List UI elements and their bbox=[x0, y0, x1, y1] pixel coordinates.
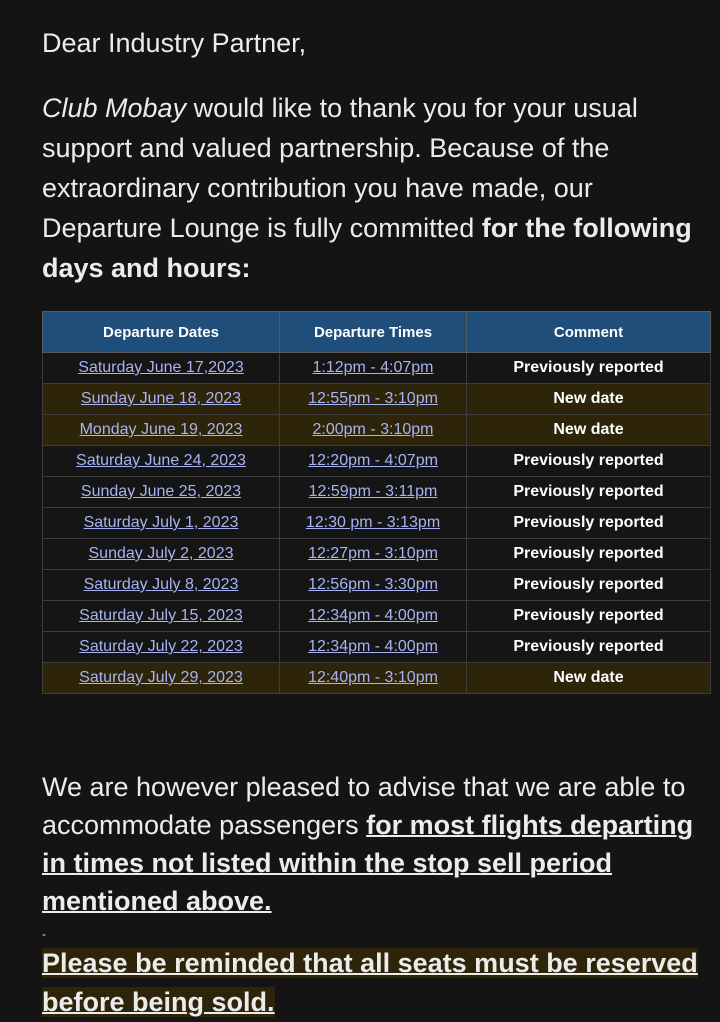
comment-cell: New date bbox=[467, 663, 711, 694]
comment-cell: Previously reported bbox=[467, 477, 711, 508]
time-cell bbox=[280, 663, 467, 694]
date-cell bbox=[43, 415, 280, 446]
date-cell bbox=[43, 477, 280, 508]
reminder-paragraph bbox=[42, 944, 702, 1022]
date-link[interactable]: Saturday June 17,2023 bbox=[78, 359, 244, 376]
date-link[interactable]: Saturday July 29, 2023 bbox=[79, 669, 243, 686]
date-link[interactable]: Monday June 19, 2023 bbox=[79, 421, 243, 438]
date-link[interactable]: Saturday June 24, 2023 bbox=[76, 452, 246, 469]
date-cell bbox=[43, 601, 280, 632]
date-link[interactable]: Saturday July 1, 2023 bbox=[83, 514, 239, 531]
table-row bbox=[43, 632, 711, 663]
date-cell bbox=[43, 508, 280, 539]
table-row bbox=[43, 663, 711, 694]
comment-cell: Previously reported bbox=[467, 446, 711, 477]
time-link[interactable]: 1:12pm - 4:07pm bbox=[312, 359, 434, 376]
time-cell bbox=[280, 539, 467, 570]
table-row bbox=[43, 353, 711, 384]
time-link[interactable]: 12:59pm - 3:11pm bbox=[308, 483, 438, 500]
table-row bbox=[43, 415, 711, 446]
departure-table bbox=[42, 311, 711, 694]
time-link[interactable]: 2:00pm - 3:10pm bbox=[312, 421, 434, 438]
date-cell bbox=[43, 353, 280, 384]
time-link[interactable]: 12:30 pm - 3:13pm bbox=[305, 514, 441, 531]
table-row bbox=[43, 446, 711, 477]
time-link[interactable]: 12:20pm - 4:07pm bbox=[308, 452, 438, 469]
table-header-row bbox=[43, 312, 711, 353]
date-cell bbox=[43, 570, 280, 601]
header-departure-times: Departure Times bbox=[280, 312, 467, 353]
separator-dash: - bbox=[42, 927, 46, 941]
time-cell bbox=[280, 570, 467, 601]
intro-paragraph bbox=[42, 88, 692, 288]
header-departure-dates: Departure Dates bbox=[43, 312, 280, 353]
time-link[interactable]: 12:34pm - 4:00pm bbox=[308, 607, 438, 624]
table-row bbox=[43, 570, 711, 601]
time-cell bbox=[280, 508, 467, 539]
date-link[interactable]: Sunday July 2, 2023 bbox=[88, 545, 234, 562]
time-link[interactable]: 12:34pm - 4:00pm bbox=[308, 638, 438, 655]
time-cell bbox=[280, 384, 467, 415]
comment-cell: Previously reported bbox=[467, 601, 711, 632]
comment-cell: Previously reported bbox=[467, 632, 711, 663]
comment-cell: Previously reported bbox=[467, 570, 711, 601]
time-cell bbox=[280, 353, 467, 384]
comment-cell: Previously reported bbox=[467, 539, 711, 570]
comment-cell: New date bbox=[467, 415, 711, 446]
date-link[interactable]: Sunday June 18, 2023 bbox=[80, 390, 242, 407]
date-cell bbox=[43, 632, 280, 663]
table-row bbox=[43, 601, 711, 632]
comment-cell: New date bbox=[467, 384, 711, 415]
time-link[interactable]: 12:55pm - 3:10pm bbox=[308, 390, 438, 407]
intro-text: would like to thank you for your usual support and valued partnership. Because of the extraordinary contribution you have made, our Departure Lounge is fully committed bbox=[42, 93, 638, 243]
comment-cell: Previously reported bbox=[467, 508, 711, 539]
advise-bold-text: for most flights departing in times not listed within the stop sell period mentioned above. bbox=[42, 810, 694, 916]
time-link[interactable]: 12:56pm - 3:30pm bbox=[308, 576, 438, 593]
greeting: Dear Industry Partner, bbox=[42, 28, 307, 58]
time-link[interactable]: 12:27pm - 3:10pm bbox=[308, 545, 438, 562]
time-cell bbox=[280, 632, 467, 663]
date-link[interactable]: Saturday July 15, 2023 bbox=[79, 607, 243, 624]
advise-paragraph bbox=[42, 768, 702, 920]
date-cell bbox=[43, 446, 280, 477]
comment-cell: Previously reported bbox=[467, 353, 711, 384]
time-cell bbox=[280, 477, 467, 508]
date-link[interactable]: Saturday July 8, 2023 bbox=[83, 576, 239, 593]
date-cell bbox=[43, 663, 280, 694]
date-link[interactable]: Sunday June 25, 2023 bbox=[80, 483, 242, 500]
time-cell bbox=[280, 415, 467, 446]
time-link[interactable]: 12:40pm - 3:10pm bbox=[308, 669, 438, 686]
time-cell bbox=[280, 601, 467, 632]
table-row bbox=[43, 539, 711, 570]
header-comment: Comment bbox=[467, 312, 711, 353]
time-cell bbox=[280, 446, 467, 477]
intro-bold-text: for the following days and hours: bbox=[42, 213, 692, 283]
advise-text: We are however pleased to advise that we are able to accommodate passengers bbox=[42, 772, 686, 840]
table-body bbox=[43, 353, 711, 694]
club-name: Club Mobay bbox=[42, 93, 187, 123]
table-row bbox=[43, 477, 711, 508]
date-link[interactable]: Saturday July 22, 2023 bbox=[79, 638, 243, 655]
date-cell bbox=[43, 384, 280, 415]
reminder-text: Please be reminded that all seats must be reserved before being sold. bbox=[42, 948, 698, 1017]
date-cell bbox=[43, 539, 280, 570]
table-row bbox=[43, 508, 711, 539]
table-row bbox=[43, 384, 711, 415]
